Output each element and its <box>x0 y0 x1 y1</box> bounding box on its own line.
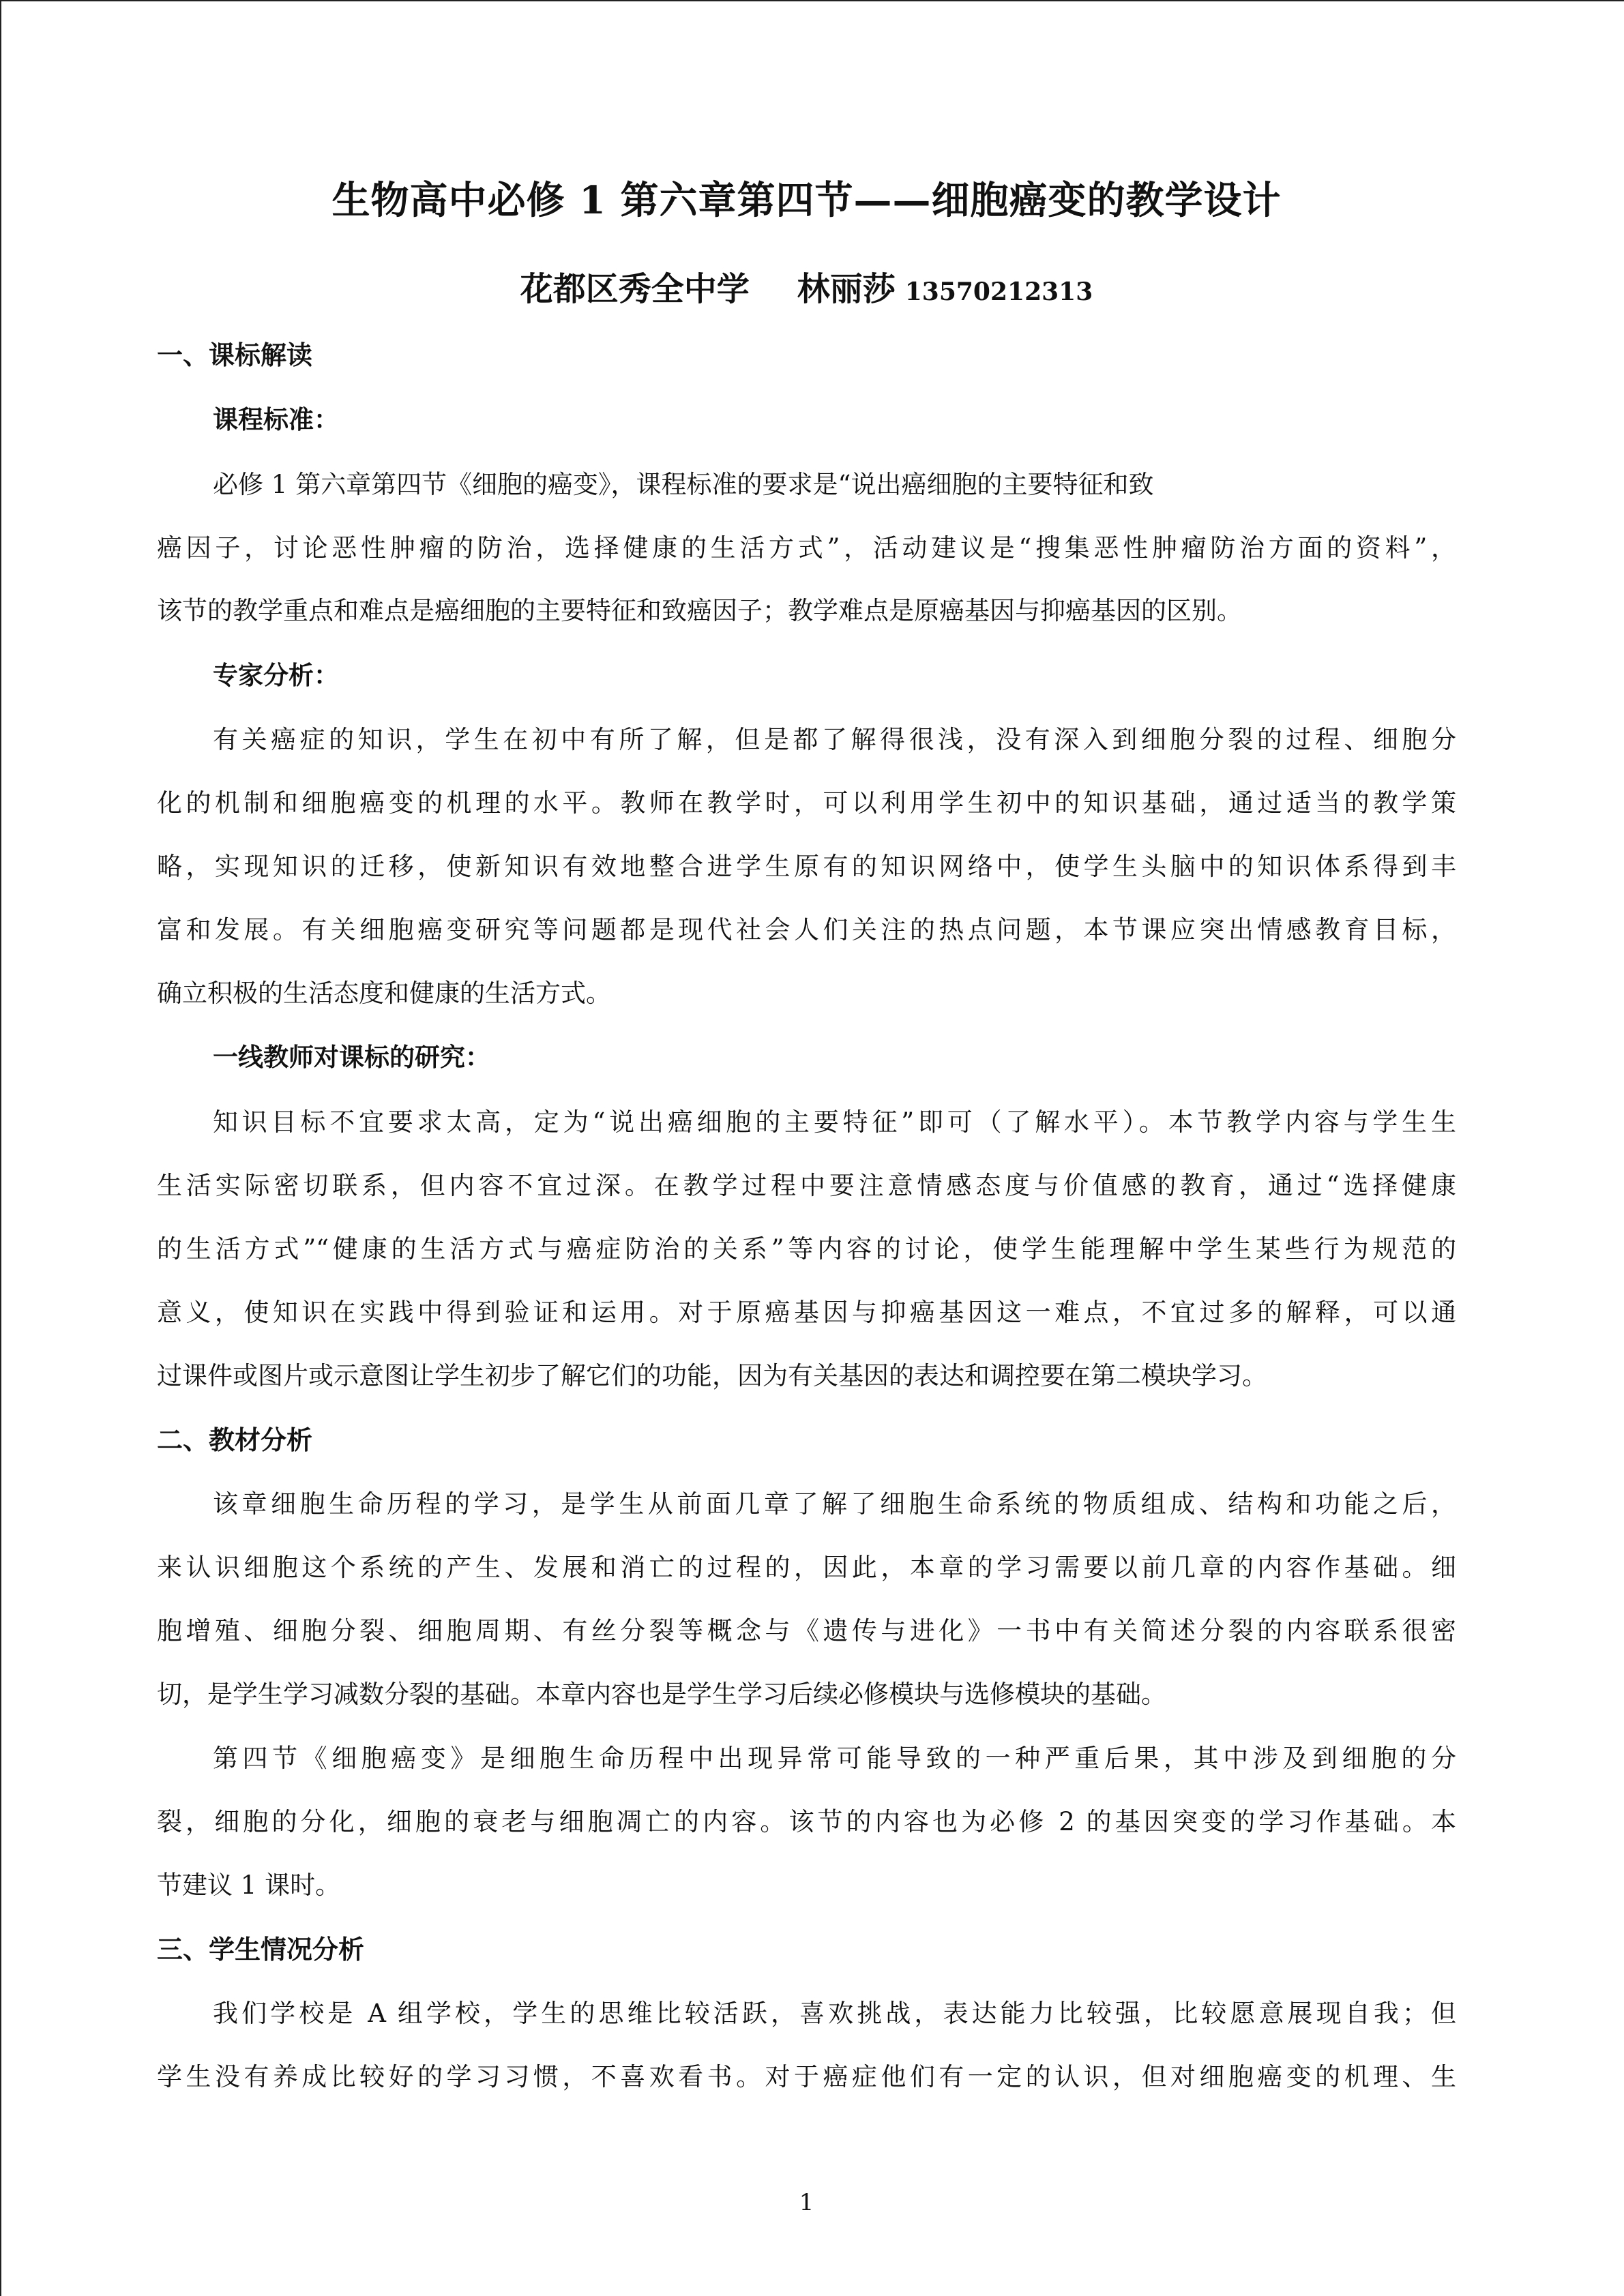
paragraph-line: 富和发展。有关细胞癌变研究等问题都是现代社会人们关注的热点问题，本节课应突出情感教育目标， <box>157 915 1456 944</box>
author-phone: 13570212313 <box>904 278 1093 306</box>
paragraph-line: 学生没有养成比较好的学习习惯，不喜欢看书。对于癌症他们有一定的认识，但对细胞癌变的机理、生 <box>157 2062 1456 2091</box>
paragraph-line: 癌因子，讨论恶性肿瘤的防治，选择健康的生活方式”，活动建议是“搜集恶性肿瘤防治方面的资料”， <box>157 533 1456 563</box>
paragraph-line: 的生活方式”“健康的生活方式与癌症防治的关系”等内容的讨论，使学生能理解中学生某些行为规范的 <box>157 1234 1456 1264</box>
page-number: 1 <box>799 2189 814 2216</box>
paragraph-line: 来认识细胞这个系统的产生、发展和消亡的过程的，因此，本章的学习需要以前几章的内容作基础。细 <box>157 1553 1456 1582</box>
paragraph-line: 意义，使知识在实践中得到验证和运用。对于原癌基因与抑癌基因这一难点，不宜过多的解释，可以通 <box>157 1298 1456 1327</box>
paragraph-line: 节建议 1 课时。 <box>157 1870 341 1900</box>
section-heading-3: 三、学生情况分析 <box>157 1934 365 1965</box>
author-name: 林丽莎 <box>797 270 896 308</box>
paragraph-line: 化的机制和细胞癌变的机理的水平。教师在教学时，可以利用学生初中的知识基础，通过适当的教学策 <box>157 788 1456 818</box>
paragraph-line: 必修 1 第六章第四节《细胞的癌变》，课程标准的要求是“说出癌细胞的主要特征和致 <box>213 470 1154 499</box>
paragraph-line: 知识目标不宜要求太高，定为“说出癌细胞的主要特征”即可（了解水平）。本节教学内容与学生生 <box>213 1107 1456 1137</box>
paragraph-line: 胞增殖、细胞分裂、细胞周期、有丝分裂等概念与《遗传与进化》一书中有关简述分裂的内容联系很密 <box>157 1616 1456 1645</box>
paragraph-line: 切，是学生学习减数分裂的基础。本章内容也是学生学习后续必修模块与选修模块的基础。 <box>157 1680 1166 1709</box>
paragraph-line: 生活实际密切联系，但内容不宜过深。在教学过程中要注意情感态度与价值感的教育，通过“选择健康 <box>157 1171 1456 1200</box>
subheading-course-standard: 课程标准： <box>213 404 339 434</box>
paragraph-line: 我们学校是 A 组学校，学生的思维比较活跃，喜欢挑战，表达能力比较强，比较愿意展现自我；但 <box>213 1999 1456 2028</box>
section-heading-1: 一、课标解读 <box>157 340 313 370</box>
paragraph-line: 该章细胞生命历程的学习，是学生从前面几章了解了细胞生命系统的物质组成、结构和功能之后， <box>213 1489 1456 1519</box>
paragraph-line: 有关癌症的知识，学生在初中有所了解，但是都了解得很浅，没有深入到细胞分裂的过程、细胞分 <box>213 725 1456 754</box>
subheading-teacher-research: 一线教师对课标的研究： <box>213 1042 490 1072</box>
paragraph-line: 确立积极的生活态度和健康的生活方式。 <box>157 979 611 1008</box>
document-title: 生物高中必修 1 第六章第四节——细胞癌变的教学设计 <box>331 178 1282 223</box>
paragraph-line: 略，实现知识的迁移，使新知识有效地整合进学生原有的知识网络中，使学生头脑中的知识体系得到丰 <box>157 852 1456 881</box>
author-line <box>157 263 1456 310</box>
subheading-expert-analysis: 专家分析： <box>213 660 339 690</box>
section-heading-2: 二、教材分析 <box>157 1425 313 1455</box>
paragraph-line: 裂，细胞的分化，细胞的衰老与细胞凋亡的内容。该节的内容也为必修 2 的基因突变的学习作基础。本 <box>157 1807 1456 1836</box>
author-school: 花都区秀全中学 <box>520 270 750 308</box>
paragraph-line: 第四节《细胞癌变》是细胞生命历程中出现异常可能导致的一种严重后果，其中涉及到细胞的分 <box>213 1744 1456 1773</box>
paragraph-line: 过课件或图片或示意图让学生初步了解它们的功能，因为有关基因的表达和调控要在第二模块学习。 <box>157 1361 1267 1390</box>
paragraph-line: 该节的教学重点和难点是癌细胞的主要特征和致癌因子；教学难点是原癌基因与抑癌基因的区别。 <box>157 596 1242 625</box>
